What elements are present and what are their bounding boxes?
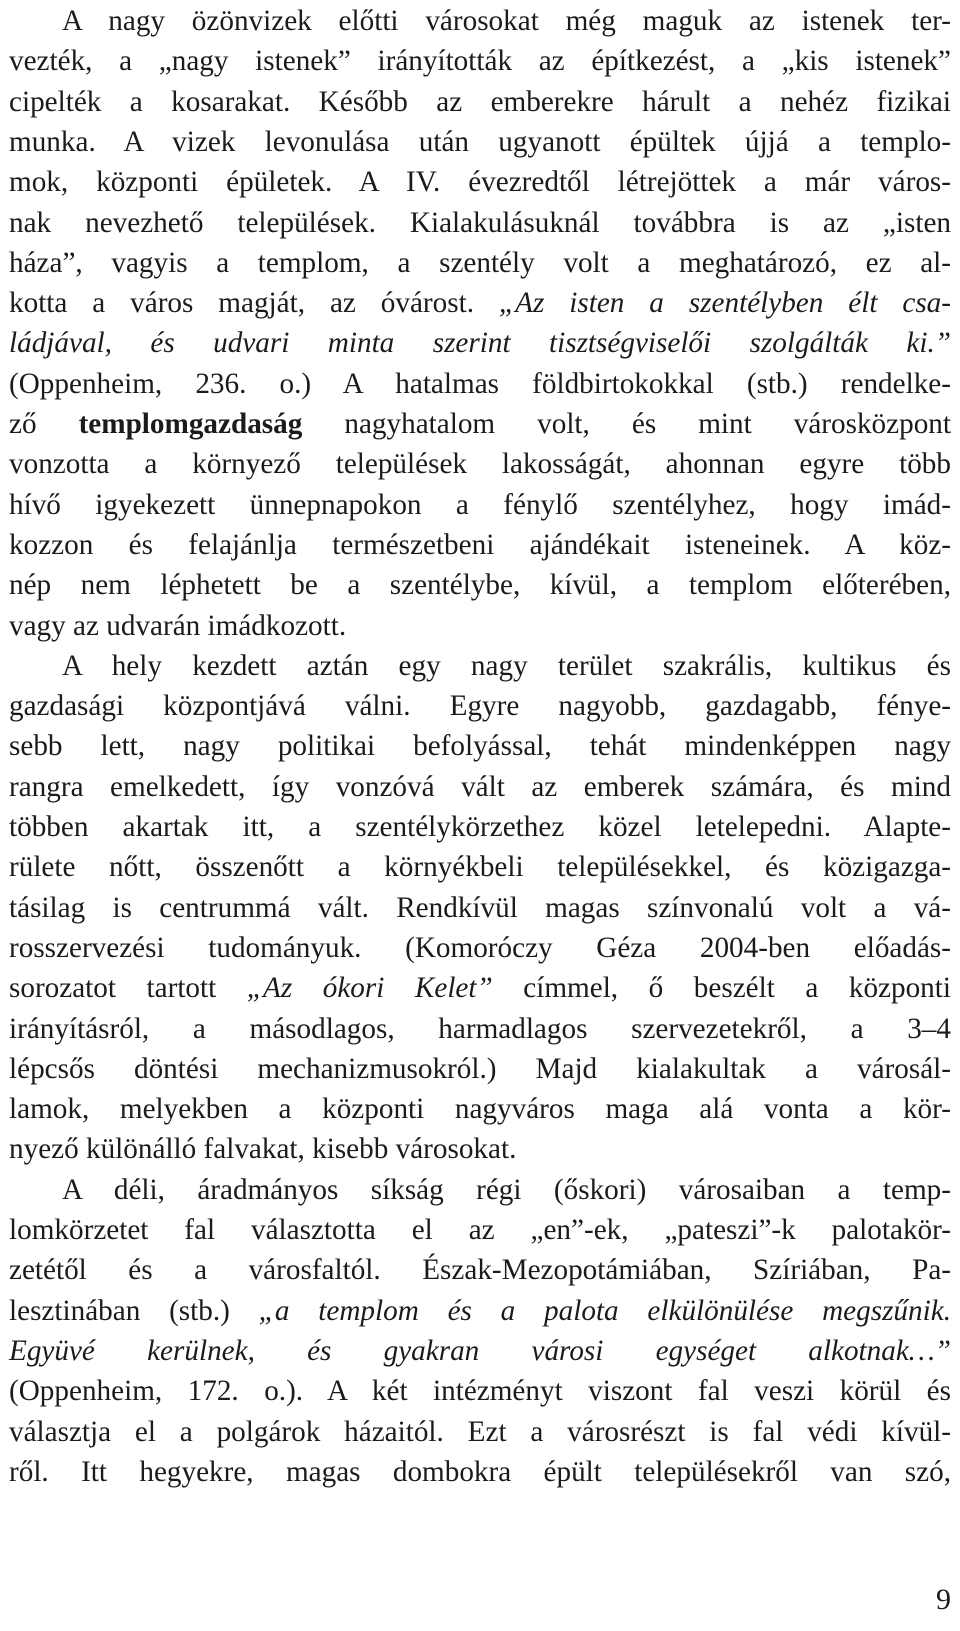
text-run: (Oppenheim, 172. o.). A két intézményt viszont fal veszi körül és	[9, 1375, 951, 1408]
text-line	[9, 847, 951, 887]
text-line	[9, 1452, 951, 1492]
text-line	[9, 686, 951, 726]
text-run: sebb lett, nagy politikai befolyással, tehát mindenképpen nagy	[9, 730, 951, 763]
text-line	[9, 767, 951, 807]
text-run: lépcsős döntési mechanizmusokról.) Majd kialakultak a városál-	[9, 1052, 951, 1085]
text-line	[9, 1250, 951, 1290]
text-run: irányításról, a másodlagos, harmadlagos szervezetekről, a 3–4	[9, 1012, 951, 1045]
text-run: kozzon és felajánlja természetbeni ajándékait isteneinek. A köz-	[9, 528, 951, 561]
text-line	[9, 1049, 951, 1089]
text-run: választja el a polgárok házaitól. Ezt a városrészt is fal védi kívül-	[9, 1415, 951, 1448]
text-run: hívő igyekezett ünnepnapokon a fénylő szentélyhez, hogy imád-	[9, 488, 951, 521]
text-run: munka. A vizek levonulása után ugyanott épültek újjá a templo-	[9, 125, 951, 158]
italic-quote: „a templom és a palota elkülönülése megszűnik.	[258, 1294, 951, 1327]
text-run: háza”, vagyis a templom, a szentély volt a meghatározó, ez al-	[9, 246, 951, 279]
text-line	[9, 82, 951, 122]
text-run: lesztinában (stb.)	[9, 1294, 259, 1327]
text-run: nagyhatalom volt, és mint városközpont	[302, 408, 951, 440]
text-line	[9, 1089, 951, 1129]
text-run: vagy az udvarán imádkozott.	[9, 609, 347, 642]
text-run: címmel, ő beszélt a központi	[492, 972, 951, 1005]
text-line	[9, 1, 951, 41]
text-line	[9, 1412, 951, 1452]
text-run: tásilag is centrummá vált. Rendkívül magas színvonalú volt a vá-	[9, 891, 951, 924]
text-run: rosszervezési tudományuk. (Komoróczy Géza 2004-ben előadás-	[9, 931, 951, 964]
text-line	[9, 404, 951, 444]
text-line	[9, 1371, 951, 1411]
text-run: vezték, a „nagy istenek” irányították az építkezést, a „kis istenek”	[9, 45, 951, 78]
italic-quote: Együvé kerülnek, és gyakran városi egységet alkotnak…”	[9, 1334, 951, 1367]
italic-quote: ládjával, és udvari minta szerint tisztségviselői szolgálták ki.”	[9, 327, 951, 360]
text-run: sorozatot tartott	[9, 972, 247, 1005]
text-run: nyező különálló falvakat, kisebb városokat.	[9, 1133, 517, 1166]
text-line	[9, 162, 951, 202]
text-line	[9, 807, 951, 847]
text-line	[9, 364, 951, 404]
text-line	[9, 122, 951, 162]
text-line	[9, 323, 951, 363]
text-run: rülete nőtt, összenőtt a környékbeli településekkel, és közigazga-	[9, 851, 951, 884]
text-run: nak nevezhető települések. Kialakulásuknál továbbra is az „isten	[9, 206, 951, 239]
text-run: A déli, áradmányos síkság régi (őskori) városaiban a temp-	[62, 1173, 951, 1206]
text-run: lomkörzetet fal választotta el az „en”-ek, „pateszi”-k palotakör-	[9, 1214, 951, 1246]
text-run: többen akartak itt, a szentélykörzethez közel letelepedni. Alapte-	[9, 811, 951, 843]
text-run: lamok, melyekben a központi nagyváros maga alá vonta a kör-	[9, 1093, 951, 1126]
text-run: A hely kezdett aztán egy nagy terület szakrális, kultikus és	[62, 649, 951, 682]
text-line	[9, 928, 951, 968]
text-run: vonzotta a környező települések lakosságát, ahonnan egyre több	[9, 448, 951, 481]
text-line	[9, 726, 951, 766]
text-line	[9, 606, 951, 646]
text-line	[9, 525, 951, 565]
text-line	[9, 444, 951, 484]
text-run: A nagy özönvizek előtti városokat még maguk az istenek ter-	[62, 5, 951, 37]
text-run: zetétől és a városfaltól. Észak-Mezopotámiában, Szíriában, Pa-	[9, 1254, 951, 1287]
page-number: 9	[936, 1583, 951, 1616]
text-run: (Oppenheim, 236. o.) A hatalmas földbirtokokkal (stb.) rendelke-	[9, 367, 951, 400]
text-run: ző	[9, 408, 79, 440]
text-line	[9, 485, 951, 525]
text-line	[9, 646, 951, 686]
text-line	[9, 565, 951, 605]
text-line	[9, 1291, 951, 1331]
text-line	[9, 888, 951, 928]
text-run: rangra emelkedett, így vonzóvá vált az emberek számára, és mind	[9, 770, 951, 803]
text-run: ről. Itt hegyekre, magas dombokra épült településekről van szó,	[9, 1455, 951, 1488]
text-run: mok, központi épületek. A IV. évezredtől létrejöttek a már város-	[9, 166, 951, 199]
text-line	[9, 1170, 951, 1210]
text-line	[9, 243, 951, 283]
text-run: nép nem léphetett be a szentélybe, kívül, a templom előterében,	[9, 569, 951, 602]
text-line	[9, 1331, 951, 1371]
text-run: cipelték a kosarakat. Később az emberekre hárult a nehéz fizikai	[9, 85, 951, 118]
text-line	[9, 1129, 951, 1169]
text-line	[9, 203, 951, 243]
text-run: kotta a város magját, az óvárost.	[9, 287, 499, 320]
text-line	[9, 283, 951, 323]
text-line	[9, 41, 951, 81]
text-line	[9, 1009, 951, 1049]
italic-quote: „Az ókori Kelet”	[246, 972, 493, 1005]
italic-quote: „Az isten a szentélyben élt csa-	[498, 287, 951, 320]
text-line	[9, 968, 951, 1008]
bold-term: templomgazdaság	[78, 408, 303, 440]
text-run: gazdasági központjává válni. Egyre nagyobb, gazdagabb, fénye-	[9, 690, 951, 723]
text-line	[9, 1210, 951, 1250]
